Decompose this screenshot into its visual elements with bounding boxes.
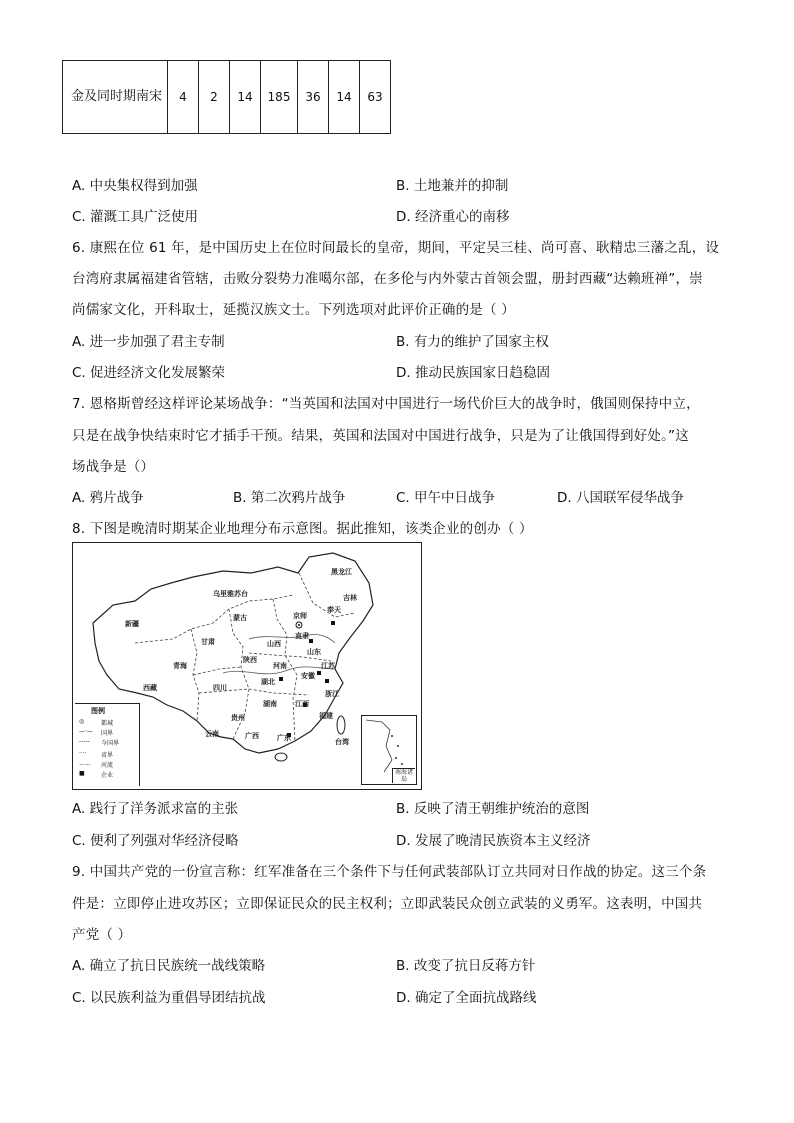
map-label: 湖南 bbox=[263, 700, 277, 708]
map-label: 奉天 bbox=[327, 606, 341, 614]
map-label: 直隶 bbox=[295, 632, 309, 640]
map-label: 湖北 bbox=[261, 678, 275, 686]
q8-option-c[interactable]: C. 便利了列强对华经济侵略 bbox=[72, 833, 239, 849]
river-icon: ～～ bbox=[79, 762, 92, 769]
table-row bbox=[63, 61, 391, 134]
table-cell: 14 bbox=[230, 61, 261, 134]
q7-stem-line-2: 只是在战争快结束时它才插手干预。结果，英国和法国对中国进行战争，只是为了让俄国得到好处。”这 bbox=[72, 428, 689, 444]
q5-option-d[interactable]: D. 经济重心的南移 bbox=[396, 209, 510, 225]
q9-stem-line-2: 件是：立即停止进攻苏区；立即保证民众的民主权利；立即武装民众创立武装的义勇军。这表明，中国共 bbox=[72, 896, 703, 912]
q7-stem-line-3: 场战争是（） bbox=[72, 459, 155, 475]
q8-stem: 8. 下图是晚清时期某企业地理分布示意图。据此推知，该类企业的创办（ ） bbox=[72, 521, 533, 537]
q7-stem-line-1: 7. 恩格斯曾经这样评论某场战争：“当英国和法国对中国进行一场代价巨大的战争时，俄国则保持中立， bbox=[72, 396, 700, 412]
map-label: 四川 bbox=[213, 684, 227, 692]
legend-item: 省界 bbox=[101, 752, 114, 759]
q9-option-b[interactable]: B. 改变了抗日反蒋方针 bbox=[396, 958, 536, 974]
map-label: 山西 bbox=[267, 640, 281, 648]
map-label: 西藏 bbox=[143, 684, 157, 692]
legend-item: 都城 bbox=[101, 720, 114, 727]
south-china-sea-inset bbox=[361, 715, 417, 785]
map-label: 黑龙江 bbox=[331, 568, 352, 576]
q6-stem-line-3: 尚儒家文化，开科取士，延揽汉族文士。下列选项对此评价正确的是（ ） bbox=[72, 302, 515, 318]
table-cell: 2 bbox=[199, 61, 230, 134]
map-label: 福建 bbox=[319, 712, 333, 720]
map-label: 甘肃 bbox=[201, 638, 215, 646]
q8-option-b[interactable]: B. 反映了清王朝维护统治的意图 bbox=[396, 801, 590, 817]
inset-label: 南海诸岛 bbox=[392, 768, 415, 783]
enterprise-icon: ■ bbox=[79, 770, 85, 777]
legend-title: 图例 bbox=[91, 707, 105, 715]
data-table bbox=[62, 60, 391, 134]
q8-option-a[interactable]: A. 践行了洋务派求富的主张 bbox=[72, 801, 239, 817]
map-label: 新疆 bbox=[125, 620, 139, 628]
border-line-icon: —·— bbox=[79, 728, 93, 735]
map-label: 河南 bbox=[273, 662, 287, 670]
q5-option-a[interactable]: A. 中央集权得到加强 bbox=[72, 178, 198, 194]
q9-stem-line-3: 产党（ ） bbox=[72, 927, 132, 943]
q6-option-b[interactable]: B. 有力的维护了国家主权 bbox=[396, 334, 549, 350]
table-row-label: 金及同时期南宋 bbox=[63, 61, 168, 134]
q6-stem-line-2: 台湾府隶属福建省管辖，击败分裂势力准噶尔部，在多伦与内外蒙古首领会盟，册封西藏“达赖班禅”，崇 bbox=[72, 271, 703, 287]
map-label: 浙江 bbox=[325, 690, 339, 698]
map-label: 台湾 bbox=[335, 738, 349, 746]
q5-option-b[interactable]: B. 土地兼并的抑制 bbox=[396, 178, 509, 194]
map-label: 青海 bbox=[173, 662, 187, 670]
legend-item: 企业 bbox=[101, 772, 114, 779]
map-legend bbox=[75, 703, 140, 786]
q7-option-b[interactable]: B. 第二次鸦片战争 bbox=[233, 490, 346, 506]
q7-option-c[interactable]: C. 甲午中日战争 bbox=[396, 490, 496, 506]
capital-icon: ◎ bbox=[79, 718, 85, 725]
table-cell: 36 bbox=[298, 61, 329, 134]
q6-option-a[interactable]: A. 进一步加强了君主专制 bbox=[72, 334, 225, 350]
map-label: 安徽 bbox=[301, 672, 315, 680]
q9-option-c[interactable]: C. 以民族利益为重倡导团结抗战 bbox=[72, 990, 266, 1006]
q7-option-d[interactable]: D. 八国联军侵华战争 bbox=[557, 490, 684, 506]
map-label: 乌里雅苏台 bbox=[213, 590, 248, 598]
table-cell: 63 bbox=[360, 61, 391, 134]
modern-border-icon: ----- bbox=[79, 738, 90, 745]
legend-item: 国界 bbox=[101, 730, 114, 737]
legend-item: 今国界 bbox=[101, 740, 120, 747]
map-label: 山东 bbox=[307, 648, 321, 656]
province-border-icon: ···· bbox=[79, 750, 87, 757]
q7-option-a[interactable]: A. 鸦片战争 bbox=[72, 490, 144, 506]
map-label: 陕西 bbox=[243, 656, 257, 664]
map-label: 云南 bbox=[205, 730, 219, 738]
map-label: 广西 bbox=[245, 732, 259, 740]
table-cell: 4 bbox=[168, 61, 199, 134]
map-label: 吉林 bbox=[343, 594, 357, 602]
map-label: 京师 bbox=[293, 612, 307, 620]
q9-option-a[interactable]: A. 确立了抗日民族统一战线策略 bbox=[72, 958, 266, 974]
q6-option-c[interactable]: C. 促进经济文化发展繁荣 bbox=[72, 365, 226, 381]
map-label: 江西 bbox=[295, 700, 309, 708]
q6-option-d[interactable]: D. 推动民族国家日趋稳固 bbox=[396, 365, 550, 381]
q6-stem-line-1: 6. 康熙在位 61 年，是中国历史上在位时间最长的皇帝，期间，平定吴三桂、尚可喜、耿精忠三藩之乱，设 bbox=[72, 240, 720, 256]
table-cell: 14 bbox=[329, 61, 360, 134]
map-label: 广东 bbox=[277, 734, 291, 742]
legend-item: 河流 bbox=[101, 762, 114, 769]
q9-stem-line-1: 9. 中国共产党的一份宣言称：红军准备在三个条件下与任何武装部队订立共同对日作战的协定。这三个条 bbox=[72, 864, 707, 880]
q9-option-d[interactable]: D. 确定了全面抗战路线 bbox=[396, 990, 537, 1006]
q8-option-d[interactable]: D. 发展了晚清民族资本主义经济 bbox=[396, 833, 591, 849]
map-label: 蒙古 bbox=[233, 614, 247, 622]
map-label: 江苏 bbox=[321, 662, 335, 670]
table-cell: 185 bbox=[261, 61, 298, 134]
q5-option-c[interactable]: C. 灌溉工具广泛使用 bbox=[72, 209, 199, 225]
qing-enterprise-map bbox=[72, 542, 422, 790]
map-label: 贵州 bbox=[231, 714, 245, 722]
